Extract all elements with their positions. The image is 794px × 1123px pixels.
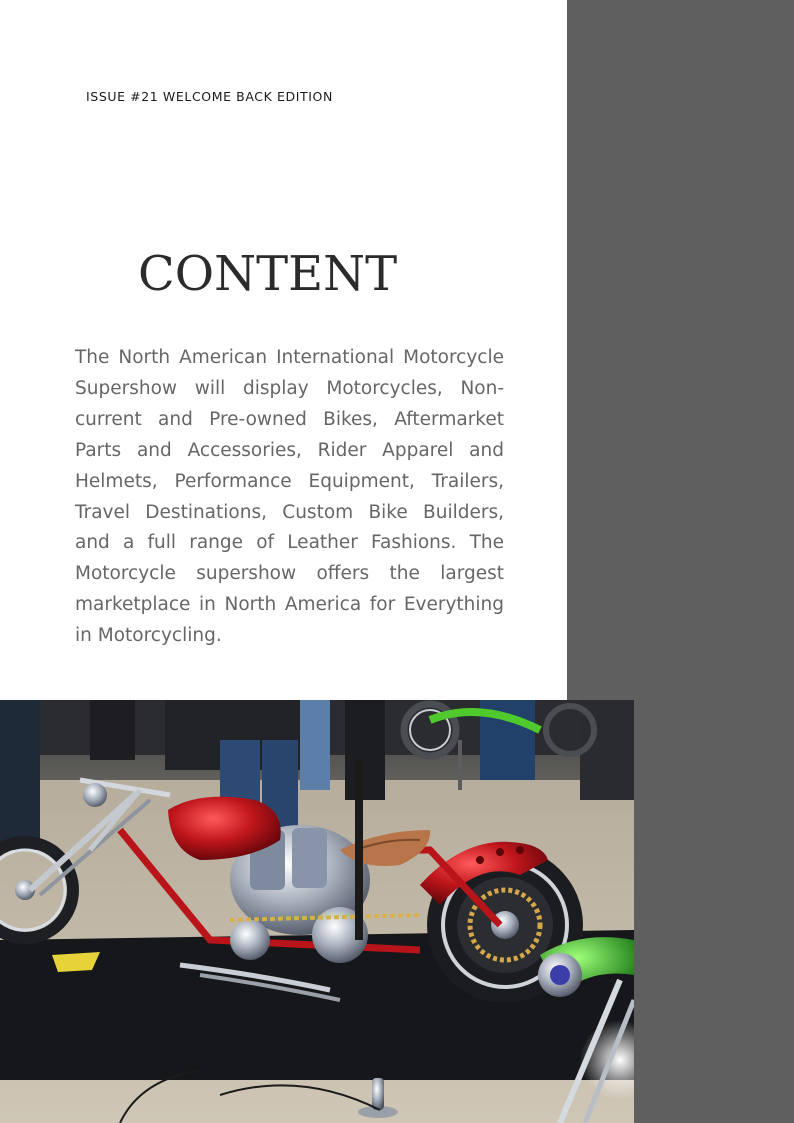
motorcycle-photo [0, 700, 634, 1123]
page-title: CONTENT [138, 246, 398, 302]
body-paragraph: The North American International Motorcycle Supershow will display Motorcycles, Non-current and Pre-owned Bikes, Aftermarket Parts and Accessories, Rider Apparel and Helmets, Performance Equipment, Trailers, Travel Destinations, Custom Bike Builders, and a full range of Leather Fashions. The Motorcycle supershow offers the largest marketplace in North America for Everything in Motorcycling. [75, 347, 504, 647]
issue-label: ISSUE #21 WELCOME BACK EDITION [86, 89, 333, 104]
